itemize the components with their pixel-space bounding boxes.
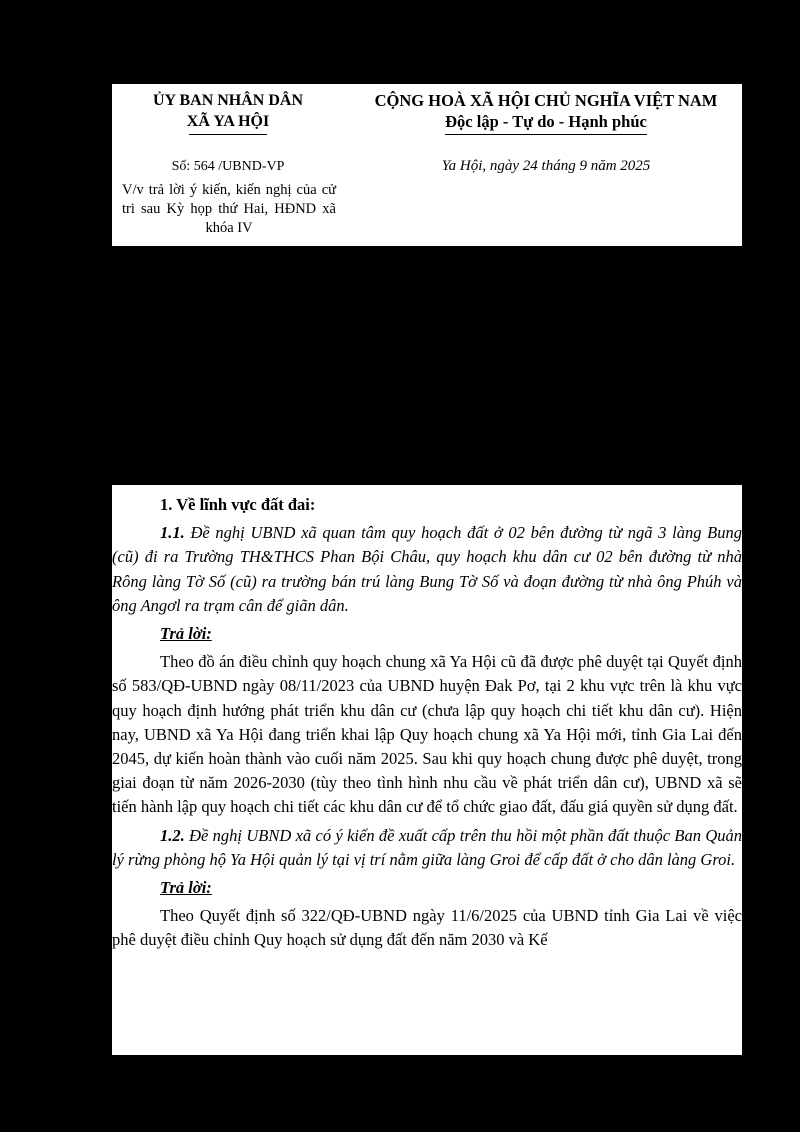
- request-paragraph: [112, 521, 742, 618]
- national-motto: Độc lập - Tự do - Hạnh phúc: [445, 112, 647, 131]
- request-text: Đề nghị UBND xã có ý kiến đề xuất cấp trên thu hồi một phần đất thuộc Ban Quản lý rừng phòng hộ Ya Hội quản lý tại vị trí nằm giữa làng Groi để cấp đất ở cho dân làng Groi.: [112, 825, 742, 869]
- item-number: 1.2.: [160, 825, 185, 845]
- agency-name: ỦY BAN NHÂN DÂN: [152, 92, 304, 109]
- place-and-date: Ya Hội, ngày 24 tháng 9 năm 2025: [441, 158, 651, 174]
- item-number: 1.1.: [160, 523, 185, 543]
- agency-subname: XÃ YA HỘI: [186, 113, 270, 130]
- document-number: Số: 564 /UBND-VP: [171, 159, 285, 174]
- answer-paragraph: Theo Quyết định số 322/QĐ-UBND ngày 11/6/2025 của UBND tỉnh Gia Lai về việc phê duyệt điều chỉnh Quy hoạch sử dụng đất đến năm 2030 và Kế: [112, 906, 742, 950]
- request-text: Đề nghị UBND xã quan tâm quy hoạch đất ở 02 bên đường từ ngã 3 làng Bung (cũ) đi ra Trường TH&THCS Phan Bội Châu, quy hoạch khu dân cư 02 bên đường từ nhà Rông làng Tờ Số (cũ) ra trường bán trú làng Bung Tờ Số và đoạn đường từ nhà ông Phúh và ông Angơl ra trạm cân để giãn dân.: [112, 523, 743, 615]
- document-body: [112, 485, 742, 1055]
- document-subject: V/v trả lời ý kiến, kiến nghị của cử tri sau Kỳ họp thứ Hai, HĐND xã khóa IV: [122, 182, 336, 236]
- nation-name: CỘNG HOÀ XÃ HỘI CHỦ NGHĨA VIỆT NAM: [374, 91, 718, 110]
- issuing-agency: [112, 90, 344, 132]
- answer-label: Trả lời:: [160, 624, 212, 644]
- national-title: [350, 90, 742, 132]
- answer-paragraph: Theo đồ án điều chỉnh quy hoạch chung xã Ya Hội cũ đã được phê duyệt tại Quyết định số 583/QĐ-UBND ngày 08/11/2023 của UBND huyện Đak Pơ, tại 2 khu vực trên là khu vực quy hoạch định hướng phát triển khu dân cư (chưa lập quy hoạch chi tiết khu dân cư). Hiện nay, UBND xã Ya Hội đang triển khai lập Quy hoạch chung xã Ya Hội mới, tỉnh Gia Lai đến 2045, dự kiến hoàn thành vào cuối năm 2025. Sau khi quy hoạch chung được phê duyệt, trong giai đoạn từ năm 2026-2030 (tùy theo tình hình nhu cầu về phát triển dân cư), UBND xã sẽ tiến hành lập quy hoạch chi tiết các khu dân cư để tổ chức giao đất, đấu giá quyền sử dụng đất.: [112, 652, 742, 817]
- section-title: 1. Về lĩnh vực đất đai:: [160, 495, 316, 514]
- document-header: [112, 84, 742, 246]
- answer-label: Trả lời:: [160, 878, 212, 898]
- request-paragraph: [112, 824, 742, 872]
